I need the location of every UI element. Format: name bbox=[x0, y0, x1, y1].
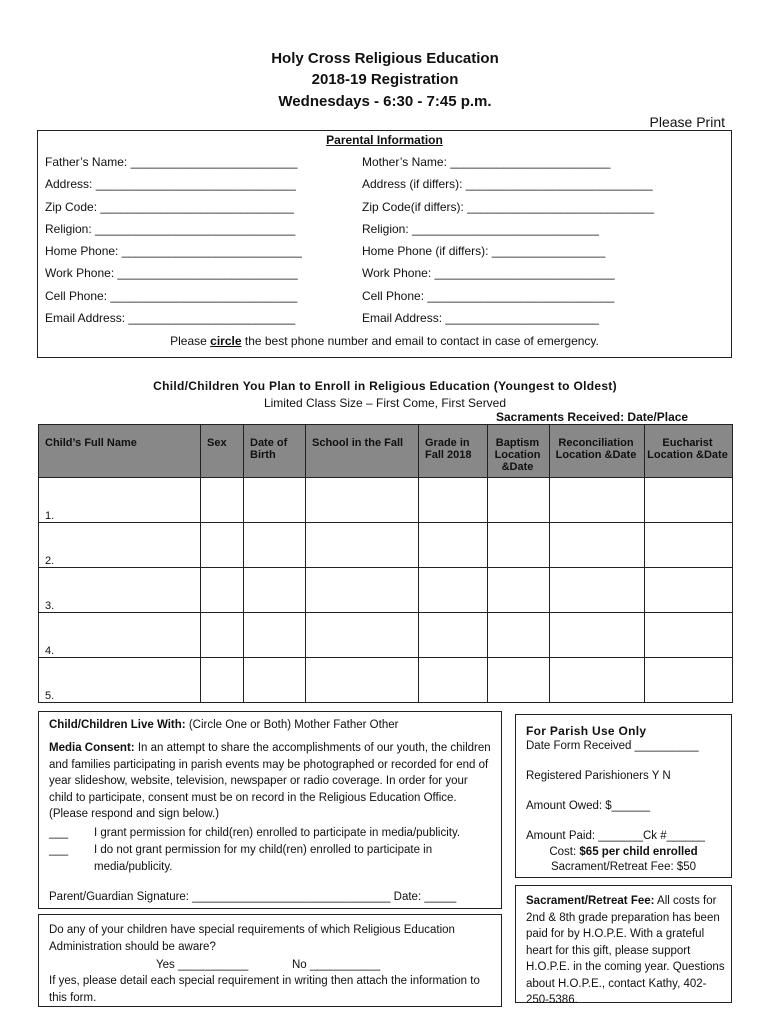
table-cell[interactable] bbox=[550, 658, 645, 703]
col-grade: Grade in Fall 2018 bbox=[419, 425, 488, 478]
table-cell[interactable] bbox=[645, 523, 733, 568]
no-option[interactable]: No ___________ bbox=[292, 959, 381, 971]
form-subtitle: 2018-19 Registration bbox=[311, 71, 459, 88]
table-cell[interactable] bbox=[488, 658, 550, 703]
mother-work-phone-field[interactable]: Work Phone: ___________________________ bbox=[362, 266, 615, 280]
emergency-contact-note bbox=[38, 334, 731, 348]
table-header-row bbox=[39, 425, 733, 478]
table-cell[interactable] bbox=[244, 523, 306, 568]
table-cell[interactable] bbox=[244, 658, 306, 703]
please-print-label: Please Print bbox=[649, 114, 725, 130]
table-row bbox=[39, 523, 733, 568]
table-cell[interactable] bbox=[201, 478, 244, 523]
sacrament-fee-line: Sacrament/Retreat Fee: $50 bbox=[550, 861, 697, 873]
table-cell[interactable] bbox=[201, 658, 244, 703]
sacrament-fee-text: All costs for 2nd & 8th grade preparation has been paid for by H.O.P.E. With a grateful heart for this gift, please support H.O.P.E. in the coming year. Questions about H.O.P.E., contact Kathy, 402-250-5386. bbox=[526, 895, 725, 1006]
table-cell[interactable] bbox=[244, 568, 306, 613]
special-requirements-question: Do any of your children have special requirements of which Religious Education Administration should be aware? bbox=[49, 924, 455, 953]
table-cell[interactable] bbox=[550, 478, 645, 523]
table-cell[interactable] bbox=[306, 568, 419, 613]
grant-permission-text: I grant permission for child(ren) enrolled to participate in media/publicity. bbox=[94, 827, 461, 839]
amount-paid-field[interactable]: Amount Paid: _______Ck #______ bbox=[526, 830, 706, 842]
mother-name-field[interactable]: Mother’s Name: ________________________ bbox=[362, 155, 611, 169]
table-cell[interactable] bbox=[488, 523, 550, 568]
special-requirements-box bbox=[38, 914, 502, 1007]
row-number[interactable]: 4. bbox=[39, 613, 201, 658]
table-cell[interactable] bbox=[419, 613, 488, 658]
sacrament-fee-box bbox=[515, 885, 732, 1006]
table-cell[interactable] bbox=[419, 478, 488, 523]
note-text-start: Please bbox=[170, 334, 211, 348]
table-cell[interactable] bbox=[645, 568, 733, 613]
media-consent-paragraph bbox=[49, 740, 493, 823]
mother-email-field[interactable]: Email Address: _______________________ bbox=[362, 311, 599, 325]
table-cell[interactable] bbox=[419, 568, 488, 613]
table-cell[interactable] bbox=[550, 523, 645, 568]
table-cell[interactable] bbox=[488, 478, 550, 523]
sacrament-fee-note bbox=[526, 893, 725, 1009]
table-cell[interactable] bbox=[419, 658, 488, 703]
cost-value: $65 per child enrolled bbox=[579, 846, 698, 858]
enroll-subtitle: Limited Class Size – First Come, First Served bbox=[263, 396, 507, 410]
home-phone-field[interactable]: Home Phone: ___________________________ bbox=[45, 244, 302, 258]
sacrament-fee-label: Sacrament/Retreat Fee: bbox=[526, 895, 655, 907]
row-number[interactable]: 3. bbox=[39, 568, 201, 613]
mother-address-field[interactable]: Address (if differs): ____________________________ bbox=[362, 177, 653, 191]
table-cell[interactable] bbox=[488, 613, 550, 658]
zip-code-field[interactable]: Zip Code: _____________________________ bbox=[45, 200, 294, 214]
table-cell[interactable] bbox=[419, 523, 488, 568]
enroll-title: Child/Children You Plan to Enroll in Religious Education (Youngest to Oldest) bbox=[153, 379, 617, 393]
row-number[interactable]: 1. bbox=[39, 478, 201, 523]
table-cell[interactable] bbox=[645, 478, 733, 523]
amount-owed-field[interactable]: Amount Owed: $______ bbox=[526, 800, 651, 812]
note-text-end: the best phone number and email to contact in case of emergency. bbox=[241, 334, 599, 348]
table-cell[interactable] bbox=[306, 478, 419, 523]
table-row bbox=[39, 568, 733, 613]
lives-with-label: Child/Children Live With: bbox=[49, 719, 186, 731]
table-cell[interactable] bbox=[201, 568, 244, 613]
table-cell[interactable] bbox=[244, 613, 306, 658]
parish-use-box bbox=[515, 714, 732, 878]
deny-blank[interactable]: ___ bbox=[49, 844, 69, 856]
father-name-field[interactable]: Father’s Name: _________________________ bbox=[45, 155, 298, 169]
email-field[interactable]: Email Address: _________________________ bbox=[45, 311, 296, 325]
note-circle-word: circle bbox=[210, 334, 242, 348]
parental-info-heading: Parental Information bbox=[326, 133, 443, 147]
table-cell[interactable] bbox=[645, 613, 733, 658]
table-cell[interactable] bbox=[550, 568, 645, 613]
col-baptism: Baptism Location &Date bbox=[488, 425, 550, 478]
special-requirements-detail: If yes, please detail each special requirement in writing then attach the information to this form. bbox=[49, 975, 480, 1004]
media-consent-label: Media Consent: bbox=[49, 742, 135, 754]
table-row bbox=[39, 613, 733, 658]
col-school: School in the Fall bbox=[306, 425, 419, 478]
col-reconciliation: Reconciliation Location &Date bbox=[550, 425, 645, 478]
parish-use-title: For Parish Use Only bbox=[526, 724, 647, 738]
form-schedule: Wednesdays - 6:30 - 7:45 p.m. bbox=[278, 93, 492, 110]
table-cell[interactable] bbox=[306, 613, 419, 658]
registered-parishioners-field[interactable]: Registered Parishioners Y N bbox=[526, 770, 671, 782]
mother-zip-field[interactable]: Zip Code(if differs): ____________________________ bbox=[362, 200, 655, 214]
table-cell[interactable] bbox=[550, 613, 645, 658]
address-field[interactable]: Address: ______________________________ bbox=[45, 177, 296, 191]
table-row bbox=[39, 478, 733, 523]
cost-label: Cost: bbox=[549, 846, 580, 858]
mother-home-phone-field[interactable]: Home Phone (if differs): _________________ bbox=[362, 244, 606, 258]
consent-box bbox=[38, 711, 502, 909]
grant-blank[interactable]: ___ bbox=[49, 827, 69, 839]
col-childs-name: Child’s Full Name bbox=[39, 425, 201, 478]
work-phone-field[interactable]: Work Phone: ___________________________ bbox=[45, 266, 298, 280]
mother-cell-phone-field[interactable]: Cell Phone: ____________________________ bbox=[362, 289, 615, 303]
table-cell[interactable] bbox=[306, 523, 419, 568]
deny-permission-text: I do not grant permission for my child(ren) enrolled to participate in media/publicity. bbox=[94, 844, 433, 873]
cell-phone-field[interactable]: Cell Phone: ____________________________ bbox=[45, 289, 298, 303]
form-title: Holy Cross Religious Education bbox=[271, 50, 499, 67]
lives-with-options[interactable]: (Circle One or Both) Mother Father Other bbox=[185, 719, 399, 731]
col-date-of-birth: Date of Birth bbox=[244, 425, 306, 478]
table-cell[interactable] bbox=[201, 613, 244, 658]
mother-religion-field[interactable]: Religion: ____________________________ bbox=[362, 222, 599, 236]
table-row bbox=[39, 658, 733, 703]
yes-option[interactable]: Yes ___________ bbox=[156, 959, 249, 971]
table-cell[interactable] bbox=[244, 478, 306, 523]
parental-info-box bbox=[37, 130, 732, 358]
religion-field[interactable]: Religion: ______________________________ bbox=[45, 222, 296, 236]
media-consent-text: In an attempt to share the accomplishments of our youth, the children and families participating in parish events may be photographed or recorded for end of year slideshow, website, television, newspaper or radio coverage. In order for your child to participate, consent must be on record in the Religious Education Office. (Please respond and sign below.) bbox=[49, 742, 491, 820]
table-cell[interactable] bbox=[201, 523, 244, 568]
col-sex: Sex bbox=[201, 425, 244, 478]
table-cell[interactable] bbox=[645, 658, 733, 703]
table-cell[interactable] bbox=[488, 568, 550, 613]
sacraments-received-label: Sacraments Received: Date/Place bbox=[496, 410, 689, 424]
row-number[interactable]: 2. bbox=[39, 523, 201, 568]
date-form-received-field[interactable]: Date Form Received __________ bbox=[526, 740, 699, 752]
lives-with-line bbox=[49, 717, 493, 734]
col-eucharist: Eucharist Location &Date bbox=[645, 425, 733, 478]
table-cell[interactable] bbox=[306, 658, 419, 703]
children-table bbox=[38, 424, 733, 703]
row-number[interactable]: 5. bbox=[39, 658, 201, 703]
signature-line[interactable]: Parent/Guardian Signature: _______________________________ Date: _____ bbox=[49, 891, 457, 903]
